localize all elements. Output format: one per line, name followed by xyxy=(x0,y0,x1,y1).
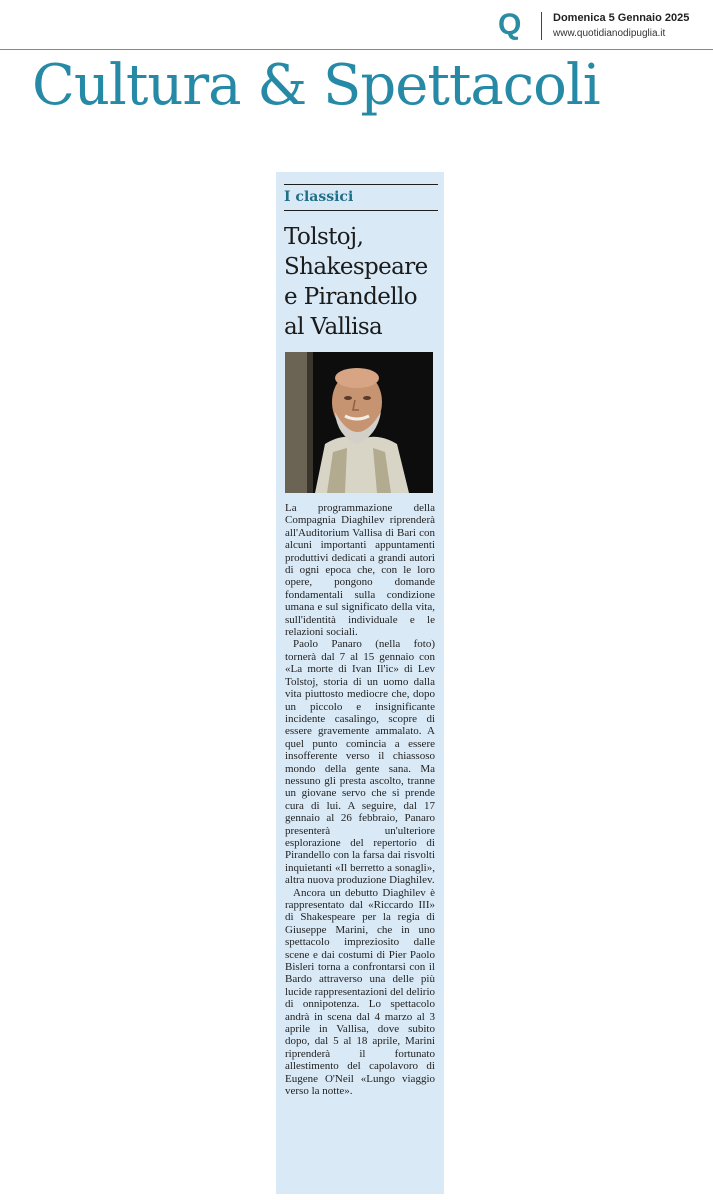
body-paragraph: Ancora un debutto Diaghilev è rappresentato dal «Riccardo III» di Shakespeare per la regia di Giuseppe Marini, che in uno spettacolo impreziosito dalle scene e dai costumi di Pier Paolo Bisleri torna a confrontarsi con il Bardo attraverso una delle più lucide rappresentazioni del delirio di onnipotenza. Lo spettacolo andrà in scena dal 4 marzo al 3 aprile in Vallisa, dove subito dopo, dal 5 al 18 aprile, Marini riprenderà il fortunato allestimento del capolavoro di Eugene O'Neil «Lungo viaggio verso la notte». xyxy=(285,886,435,1098)
newspaper-logo[interactable]: Q xyxy=(498,8,522,41)
article-column xyxy=(276,172,444,1194)
body-paragraph: Paolo Panaro (nella foto) tornerà dal 7 al 15 gennaio con «La morte di Ivan Il'ic» di Lev Tolstoj, storia di un uomo dalla vita piuttosto mediocre che, dopo un piccolo e insignificante incidente casalingo, scopre di essere gravemente ammalato. A quel punto comincia a essere insofferente verso il chiassoso mondo della gente sana. Ma nessuno gli presta ascolto, tranne un giovane servo che si prende cura di lui. A seguire, dal 17 gennaio al 26 febbraio, Panaro presenterà un'ulteriore esplorazione del repertorio di Pirandello con la farsa dai risvolti inquietanti «Il berretto a sonagli», altra nuova produzione Diaghilev. xyxy=(285,638,435,887)
header-divider xyxy=(541,12,542,40)
website-link[interactable]: www.quotidianodipuglia.it xyxy=(553,28,666,39)
issue-date: Domenica 5 Gennaio 2025 xyxy=(553,12,690,24)
headline-line: al Vallisa xyxy=(284,314,383,340)
body-paragraph: La programmazione della Compagnia Diaghilev riprenderà all'Auditorium Vallisa di Bari con alcuni importanti appuntamenti produttivi dedicati a grandi autori di ogni epoca che, con le loro opere, pongono domande fondamentali sulla condizione umana e sul significato della vita, sull'identità individuale e le relazioni sociali. xyxy=(285,502,435,639)
kicker-top-rule xyxy=(284,184,438,185)
article-headline xyxy=(284,222,442,342)
article-photo xyxy=(285,352,433,493)
article-kicker: I classici xyxy=(284,189,354,205)
kicker-bottom-rule xyxy=(284,210,438,211)
headline-line: Tolstoj, xyxy=(284,224,364,250)
article-body xyxy=(285,502,435,1098)
headline-line: Shakespeare xyxy=(284,254,428,280)
section-title: Cultura & Spettacoli xyxy=(32,53,600,118)
portrait-image xyxy=(285,352,433,493)
headline-line: e Pirandello xyxy=(284,284,417,310)
masthead xyxy=(0,0,713,50)
